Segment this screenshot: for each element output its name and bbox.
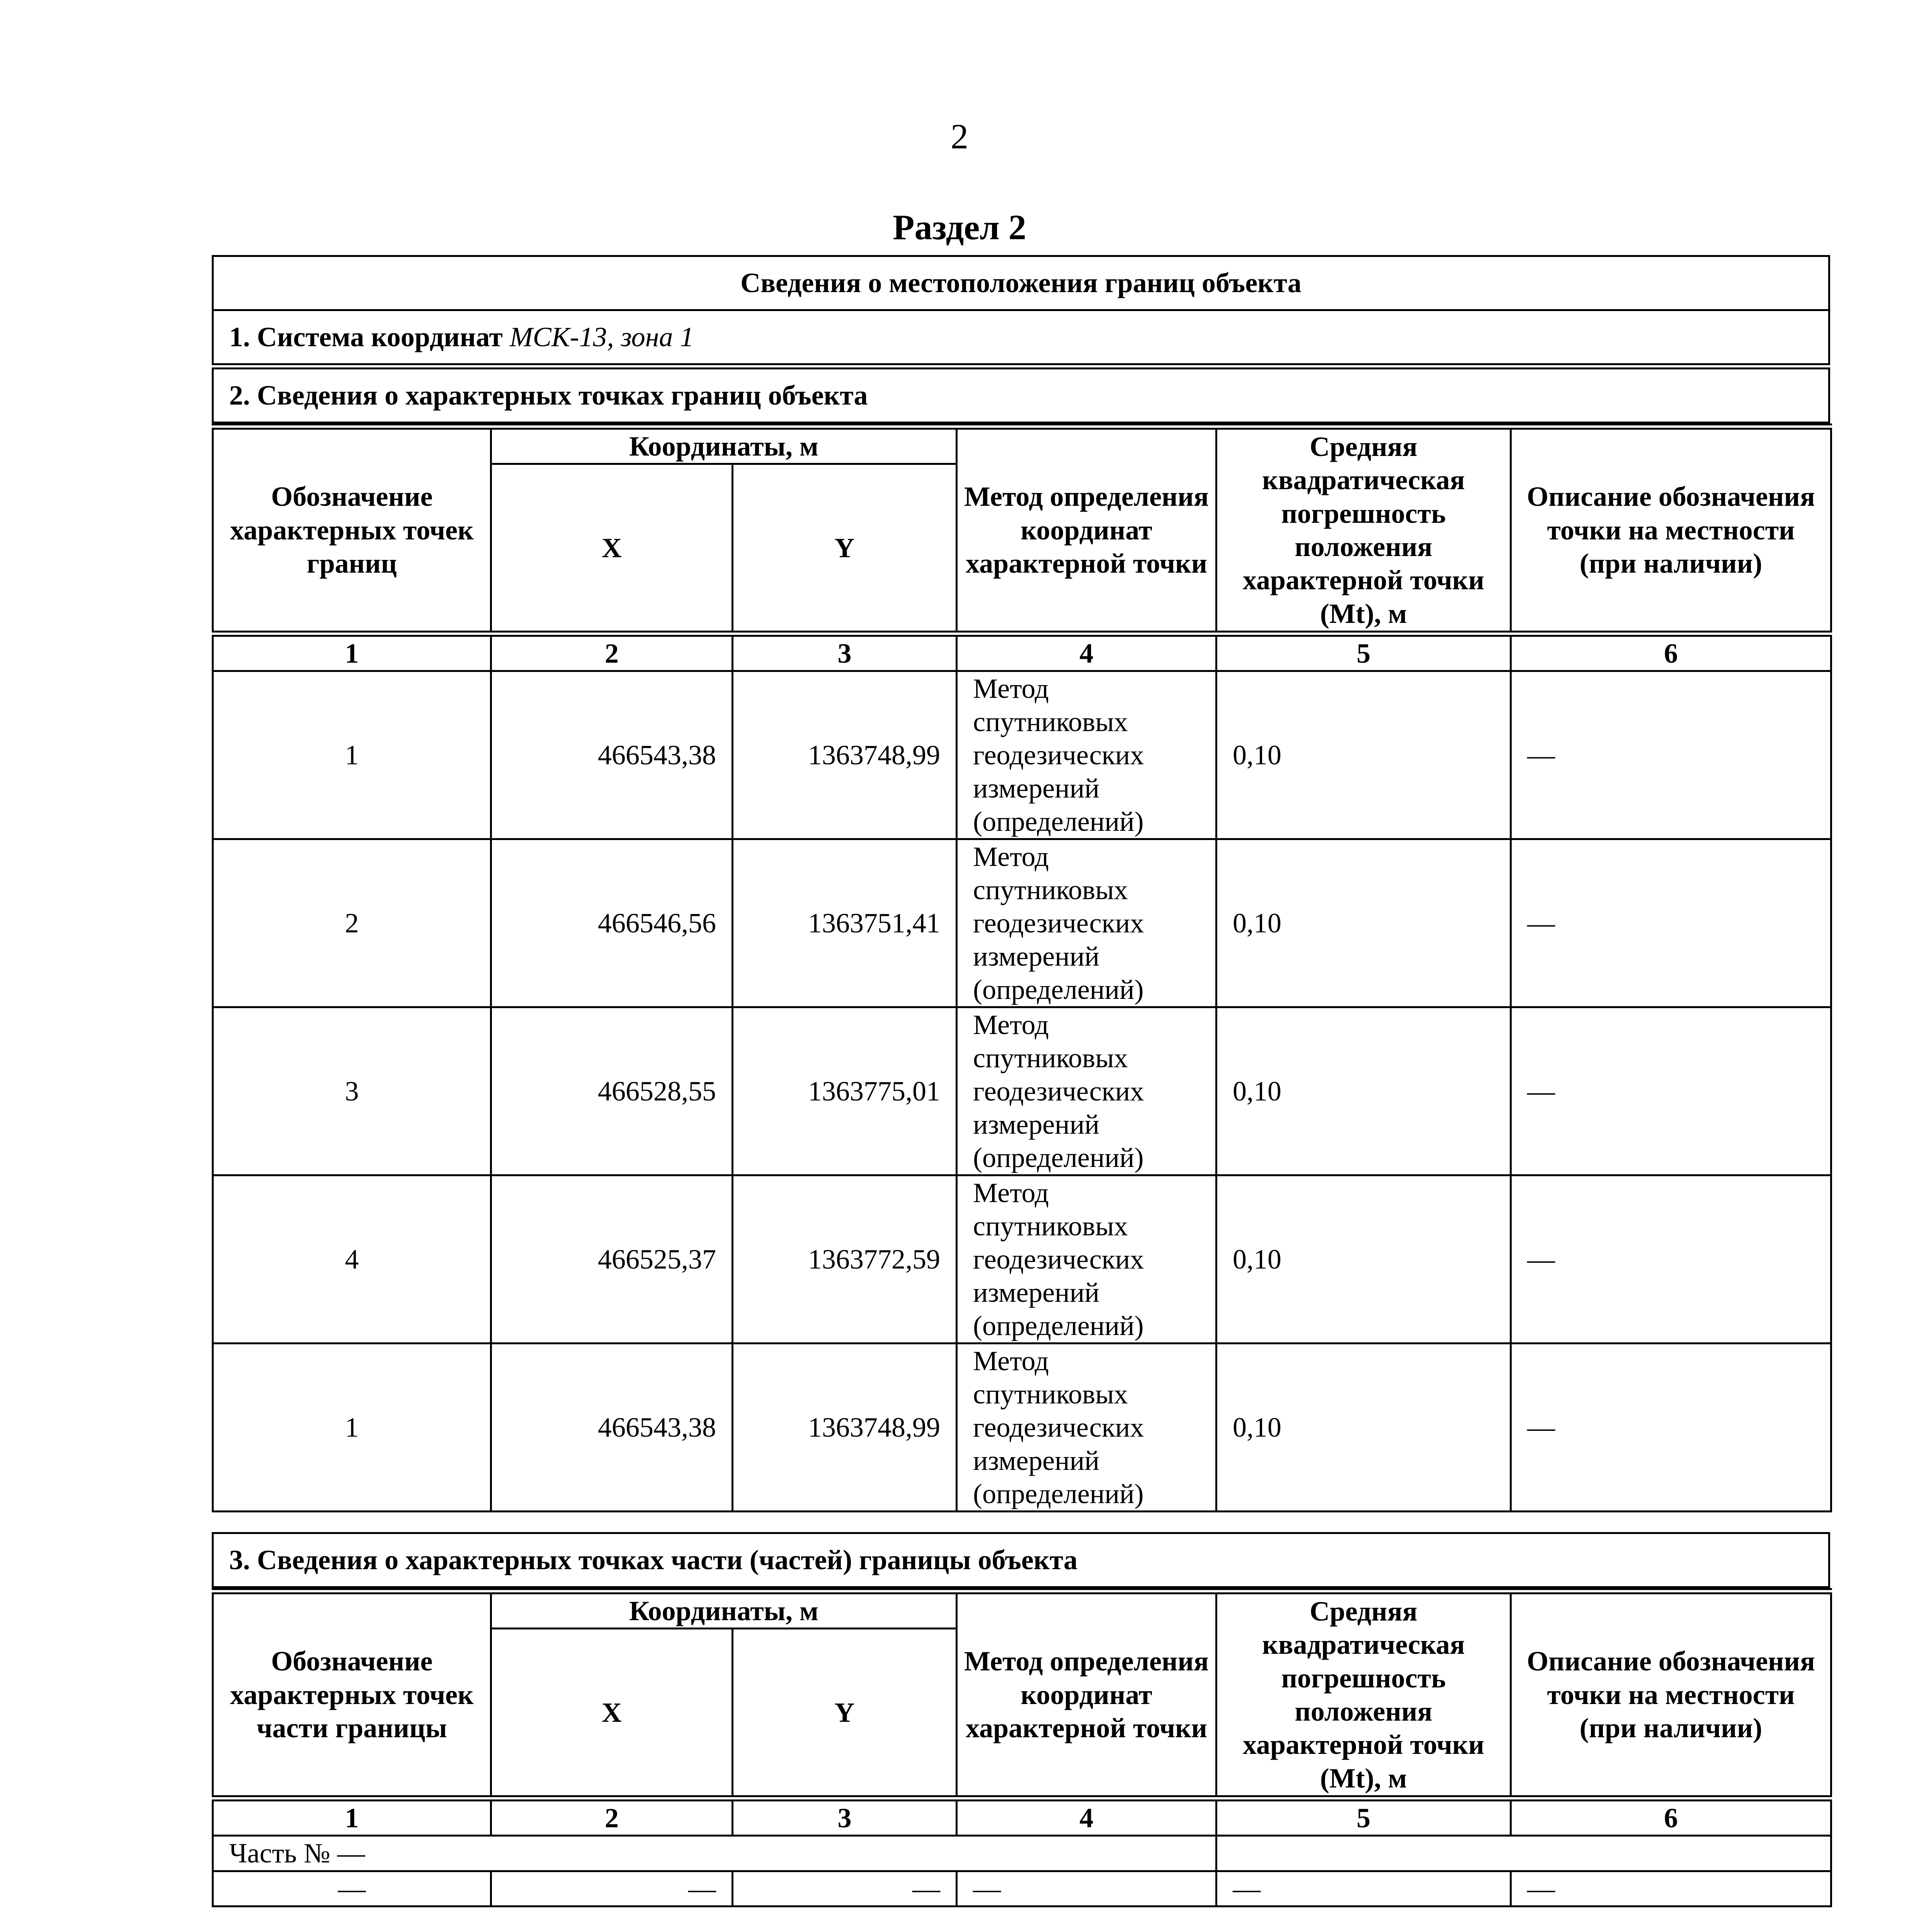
coord-x: 466543,38 — [491, 1344, 733, 1512]
point-id: 1 — [213, 671, 491, 839]
part-label-empty — [1216, 1836, 1831, 1871]
header-error-mt: (Mt), м — [1320, 598, 1407, 629]
coord-system-value: МСК-13, зона 1 — [509, 321, 694, 353]
points-table — [212, 423, 1832, 1512]
error: 0,10 — [1216, 839, 1511, 1007]
point-id: 1 — [213, 1344, 491, 1512]
error: 0,10 — [1216, 671, 1511, 839]
part-label-row — [213, 1836, 1831, 1871]
coord-x: 466546,56 — [491, 839, 733, 1007]
coord-x: 466528,55 — [491, 1007, 733, 1175]
coord-x: 466543,38 — [491, 671, 733, 839]
column-number: 2 — [491, 634, 733, 671]
header-error-mt: (Mt), м — [1320, 1762, 1407, 1794]
table-row — [213, 1007, 1831, 1175]
empty-cell: — — [213, 1871, 491, 1906]
method: Метод спутниковых геодезических измерений (определений) — [957, 1007, 1216, 1175]
empty-cell: — — [733, 1871, 957, 1906]
error: 0,10 — [1216, 1007, 1511, 1175]
part-points-table — [212, 1588, 1832, 1907]
column-number: 6 — [1511, 634, 1831, 671]
method: Метод спутниковых геодезических измерений (определений) — [957, 1344, 1216, 1512]
header-x: X — [491, 1629, 733, 1798]
point-id: 4 — [213, 1175, 491, 1344]
empty-cell: — — [491, 1871, 733, 1906]
boundary-location-block — [212, 255, 1830, 1512]
column-number: 5 — [1216, 634, 1511, 671]
error: 0,10 — [1216, 1344, 1511, 1512]
coord-x: 466525,37 — [491, 1175, 733, 1344]
coord-system-label: 1. Система координат — [229, 321, 503, 353]
table-row — [213, 1871, 1831, 1906]
column-number: 1 — [213, 634, 491, 671]
column-number: 3 — [733, 1798, 957, 1836]
error: 0,10 — [1216, 1175, 1511, 1344]
part-points-block — [212, 1532, 1830, 1907]
column-number: 5 — [1216, 1798, 1511, 1836]
column-number: 6 — [1511, 1798, 1831, 1836]
method: Метод спутниковых геодезических измерений (определений) — [957, 1175, 1216, 1344]
coord-y: 1363751,41 — [733, 839, 957, 1007]
column-number: 2 — [491, 1798, 733, 1836]
header-y: Y — [733, 464, 957, 634]
point-id: 2 — [213, 839, 491, 1007]
column-number: 1 — [213, 1798, 491, 1836]
header-error — [1216, 1591, 1511, 1798]
coord-y: 1363775,01 — [733, 1007, 957, 1175]
description: — — [1511, 671, 1831, 839]
header-coords: Координаты, м — [491, 427, 957, 464]
boundary-header-table — [212, 255, 1830, 423]
column-numbers-row — [213, 634, 1831, 671]
block-title: Сведения о местоположения границ объекта — [213, 256, 1829, 310]
header-error-text: Средняя квадратическая погрешность положения характерной точки — [1242, 1595, 1485, 1760]
page-number: 2 — [951, 117, 968, 156]
part-header-table — [212, 1532, 1830, 1588]
description: — — [1511, 1344, 1831, 1512]
header-x: X — [491, 464, 733, 634]
method: Метод спутниковых геодезических измерений (определений) — [957, 839, 1216, 1007]
header-method: Метод определения координат характерной точки — [957, 1591, 1216, 1798]
coord-y: 1363772,59 — [733, 1175, 957, 1344]
header-coords: Координаты, м — [491, 1591, 957, 1629]
table-row — [213, 1175, 1831, 1344]
header-designation: Обозначение характерных точек части границы — [213, 1591, 491, 1798]
coord-y: 1363748,99 — [733, 671, 957, 839]
description: — — [1511, 1007, 1831, 1175]
column-number: 3 — [733, 634, 957, 671]
column-number: 4 — [957, 1798, 1216, 1836]
coord-y: 1363748,99 — [733, 1344, 957, 1512]
header-method: Метод определения координат характерной точки — [957, 427, 1216, 634]
empty-cell: — — [1511, 1871, 1831, 1906]
header-y: Y — [733, 1629, 957, 1798]
empty-cell: — — [957, 1871, 1216, 1906]
part-block-title: 3. Сведения о характерных точках части (частей) границы объекта — [213, 1533, 1829, 1587]
description: — — [1511, 839, 1831, 1007]
header-error — [1216, 427, 1511, 634]
coord-system-row — [213, 310, 1829, 367]
header-designation: Обозначение характерных точек границ — [213, 427, 491, 634]
section-title: Раздел 2 — [893, 207, 1026, 247]
description: — — [1511, 1175, 1831, 1344]
point-id: 3 — [213, 1007, 491, 1175]
table-row — [213, 839, 1831, 1007]
empty-cell: — — [1216, 1871, 1511, 1906]
header-description: Описание обозначения точки на местности (при наличии) — [1511, 427, 1831, 634]
part-label: Часть № — — [213, 1836, 1216, 1871]
table-row — [213, 671, 1831, 839]
header-description: Описание обозначения точки на местности (при наличии) — [1511, 1591, 1831, 1798]
header-error-text: Средняя квадратическая погрешность положения характерной точки — [1242, 431, 1485, 596]
table-row — [213, 1344, 1831, 1512]
points-title: 2. Сведения о характерных точках границ объекта — [213, 366, 1829, 423]
column-number: 4 — [957, 634, 1216, 671]
column-numbers-row — [213, 1798, 1831, 1836]
method: Метод спутниковых геодезических измерений (определений) — [957, 671, 1216, 839]
